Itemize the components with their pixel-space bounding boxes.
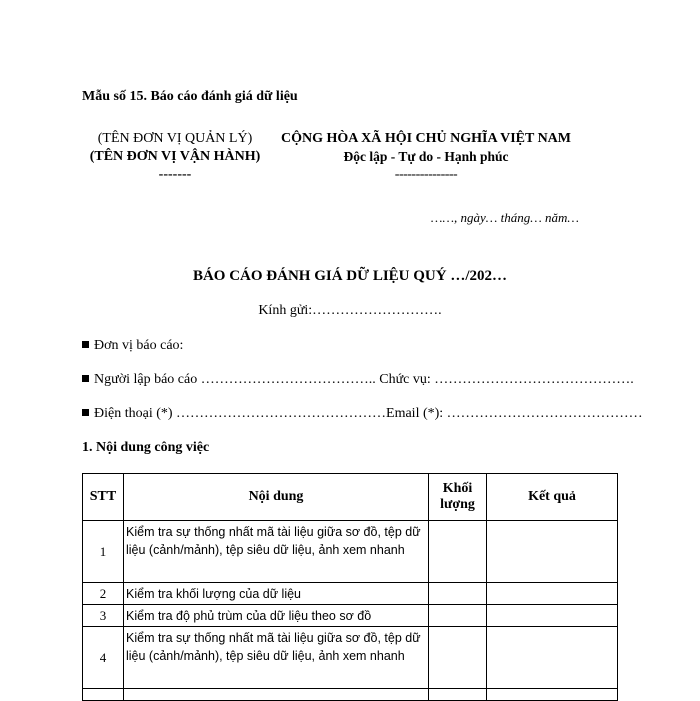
issuing-authority-header	[84, 130, 266, 184]
column-header-stt: STT	[83, 474, 124, 521]
national-header	[264, 130, 588, 184]
row-number: 4	[83, 627, 124, 689]
right-header-separator: ---------------	[394, 167, 458, 182]
row-volume	[429, 521, 487, 583]
table-row	[83, 605, 618, 627]
table-header-row	[83, 474, 618, 521]
row-result	[487, 605, 618, 627]
column-header-result: Kết quả	[487, 474, 618, 521]
left-header-separator: -------	[158, 167, 192, 182]
table-row	[83, 627, 618, 689]
column-header-volume: Khối lượng	[429, 474, 487, 521]
row-volume	[429, 605, 487, 627]
country-name: CỘNG HÒA XÃ HỘI CHỦ NGHĨA VIỆT NAM	[280, 131, 571, 146]
date-line: ……, ngày… tháng… năm…	[430, 210, 579, 225]
work-content-table	[82, 473, 618, 701]
row-result	[487, 583, 618, 605]
report-title: BÁO CÁO ĐÁNH GIÁ DỮ LIỆU QUÝ …/202…	[192, 268, 508, 284]
row-content: Kiểm tra sự thống nhất mã tài liệu giữa sơ đồ, tệp dữ liệu (cảnh/mảnh), tệp siêu dữ liệu, ảnh xem nhanh	[124, 627, 429, 689]
bullet-icon	[82, 409, 89, 416]
table-row	[83, 689, 618, 701]
form-number: Mẫu số 15. Báo cáo đánh giá dữ liệu	[82, 89, 298, 104]
row-content: Kiểm tra sự thống nhất mã tài liệu giữa sơ đồ, tệp dữ liệu (cảnh/mảnh), tệp siêu dữ liệu, ảnh xem nhanh	[124, 521, 429, 583]
operating-unit-name: (TÊN ĐƠN VỊ VẬN HÀNH)	[89, 149, 261, 164]
row-number: 2	[83, 583, 124, 605]
table-row	[83, 521, 618, 583]
row-number: 3	[83, 605, 124, 627]
row-content: Kiểm tra khối lượng của dữ liệu	[124, 583, 429, 605]
bullet-icon	[82, 341, 89, 348]
row-content: Kiểm tra độ phủ trùm của dữ liệu theo sơ đồ	[124, 605, 429, 627]
managing-unit-name: (TÊN ĐƠN VỊ QUẢN LÝ)	[97, 131, 253, 146]
row-number: 1	[83, 521, 124, 583]
preparer-line	[82, 372, 634, 388]
contact-label: Điện thoại (*) ………………………………………Email (*): ……………………………………	[94, 406, 643, 421]
section-title: 1. Nội dung công việc	[82, 440, 210, 455]
row-volume	[429, 583, 487, 605]
row-volume	[429, 627, 487, 689]
table-row	[83, 583, 618, 605]
national-motto: Độc lập - Tự do - Hạnh phúc	[343, 149, 509, 164]
contact-line	[82, 406, 643, 422]
bullet-icon	[82, 375, 89, 382]
addressee-line: Kính gửi:……………………….	[258, 303, 442, 318]
row-result	[487, 521, 618, 583]
reporting-unit-line	[82, 338, 183, 354]
preparer-label: Người lập báo cáo ……………………………….. Chức vụ: …………………………………….	[94, 372, 634, 387]
column-header-content: Nội dung	[124, 474, 429, 521]
row-result	[487, 627, 618, 689]
reporting-unit-label: Đơn vị báo cáo:	[94, 338, 184, 353]
